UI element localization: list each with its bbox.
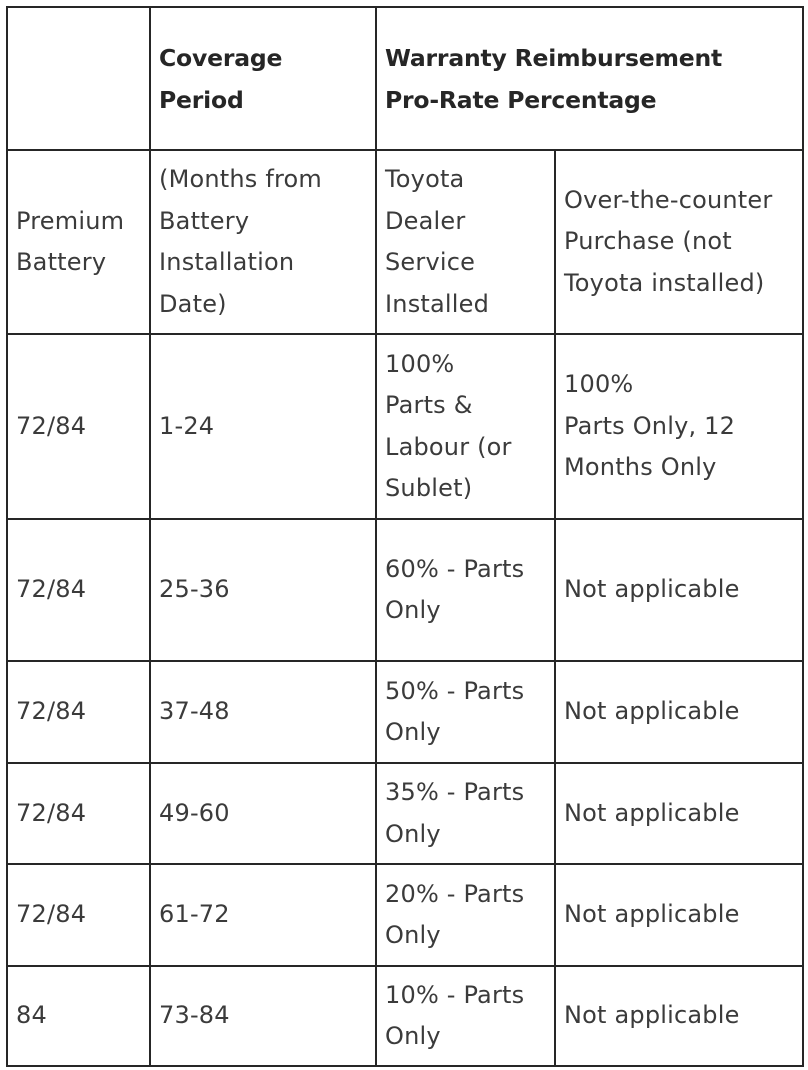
otc-line: Not applicable [564,798,740,827]
dealer-cell [376,864,555,966]
battery-cell: 72/84 [7,661,150,763]
subheader-line: Installation [159,248,295,276]
dealer-line: 50% - Parts [385,676,525,705]
header-reimbursement-line: Warranty Reimbursement [385,43,723,72]
dealer-line: Only [385,921,441,949]
otc-cell [555,519,803,661]
subheader-line: Battery [159,206,250,235]
subheader-line: Toyota installed) [564,268,765,297]
battery-cell: 72/84 [7,519,150,661]
otc-line: Not applicable [564,575,740,604]
dealer-line: 60% - Parts [385,554,525,583]
dealer-line: Labour (or [385,432,512,461]
subheader-line: Premium [16,206,125,235]
table-row [7,864,803,966]
battery-cell: 72/84 [7,763,150,864]
dealer-cell [376,334,555,519]
dealer-line: Only [385,1022,441,1050]
period-cell: 73-84 [150,966,376,1066]
otc-line: 100% [564,370,634,399]
subheader-line: Battery [16,248,107,276]
dealer-line: Only [385,596,441,624]
table-row [7,334,803,519]
dealer-cell [376,966,555,1066]
header-reimbursement-line: Pro-Rate Percentage [385,85,657,114]
otc-line: Not applicable [564,697,740,726]
dealer-line: 100% [385,349,455,378]
battery-cell: 72/84 [7,864,150,966]
otc-line: Months Only [564,453,717,482]
dealer-line: Only [385,819,441,848]
table-subheader-row [7,150,803,334]
table-row [7,763,803,864]
period-cell: 37-48 [150,661,376,763]
otc-cell [555,864,803,966]
dealer-line: 10% - Parts [385,980,525,1009]
subheader-line: Service [385,248,476,276]
header-reimbursement [376,7,803,150]
period-cell: 61-72 [150,864,376,966]
otc-cell [555,966,803,1066]
subheader-line: (Months from [159,165,322,193]
table-header-row [7,7,803,150]
subheader-line: Installed [385,289,490,318]
header-empty-cell [7,7,150,150]
otc-line: Parts Only, 12 [564,411,736,440]
period-cell: 25-36 [150,519,376,661]
warranty-table [6,6,804,1067]
period-cell: 49-60 [150,763,376,864]
table-row [7,966,803,1066]
dealer-cell [376,661,555,763]
dealer-line: 20% - Parts [385,879,525,908]
period-cell: 1-24 [150,334,376,519]
table-row [7,519,803,661]
subheader-months [150,150,376,334]
subheader-over-the-counter [555,150,803,334]
otc-line: Not applicable [564,1001,740,1030]
subheader-line: Dealer [385,206,466,235]
dealer-line: Parts & [385,391,473,419]
subheader-dealer-installed [376,150,555,334]
header-coverage-period: Coverage Period [150,7,376,150]
dealer-line: Only [385,718,441,746]
dealer-cell [376,763,555,864]
subheader-line: Toyota [385,165,465,193]
subheader-line: Purchase (not [564,227,732,256]
otc-cell [555,334,803,519]
otc-cell [555,763,803,864]
otc-cell [555,661,803,763]
table-row [7,661,803,763]
battery-cell: 84 [7,966,150,1066]
subheader-line: Date) [159,289,227,318]
dealer-cell [376,519,555,661]
subheader-premium-battery [7,150,150,334]
battery-cell: 72/84 [7,334,150,519]
subheader-line: Over-the-counter [564,185,773,214]
otc-line: Not applicable [564,900,740,929]
dealer-line: Sublet) [385,474,473,502]
dealer-line: 35% - Parts [385,778,525,806]
